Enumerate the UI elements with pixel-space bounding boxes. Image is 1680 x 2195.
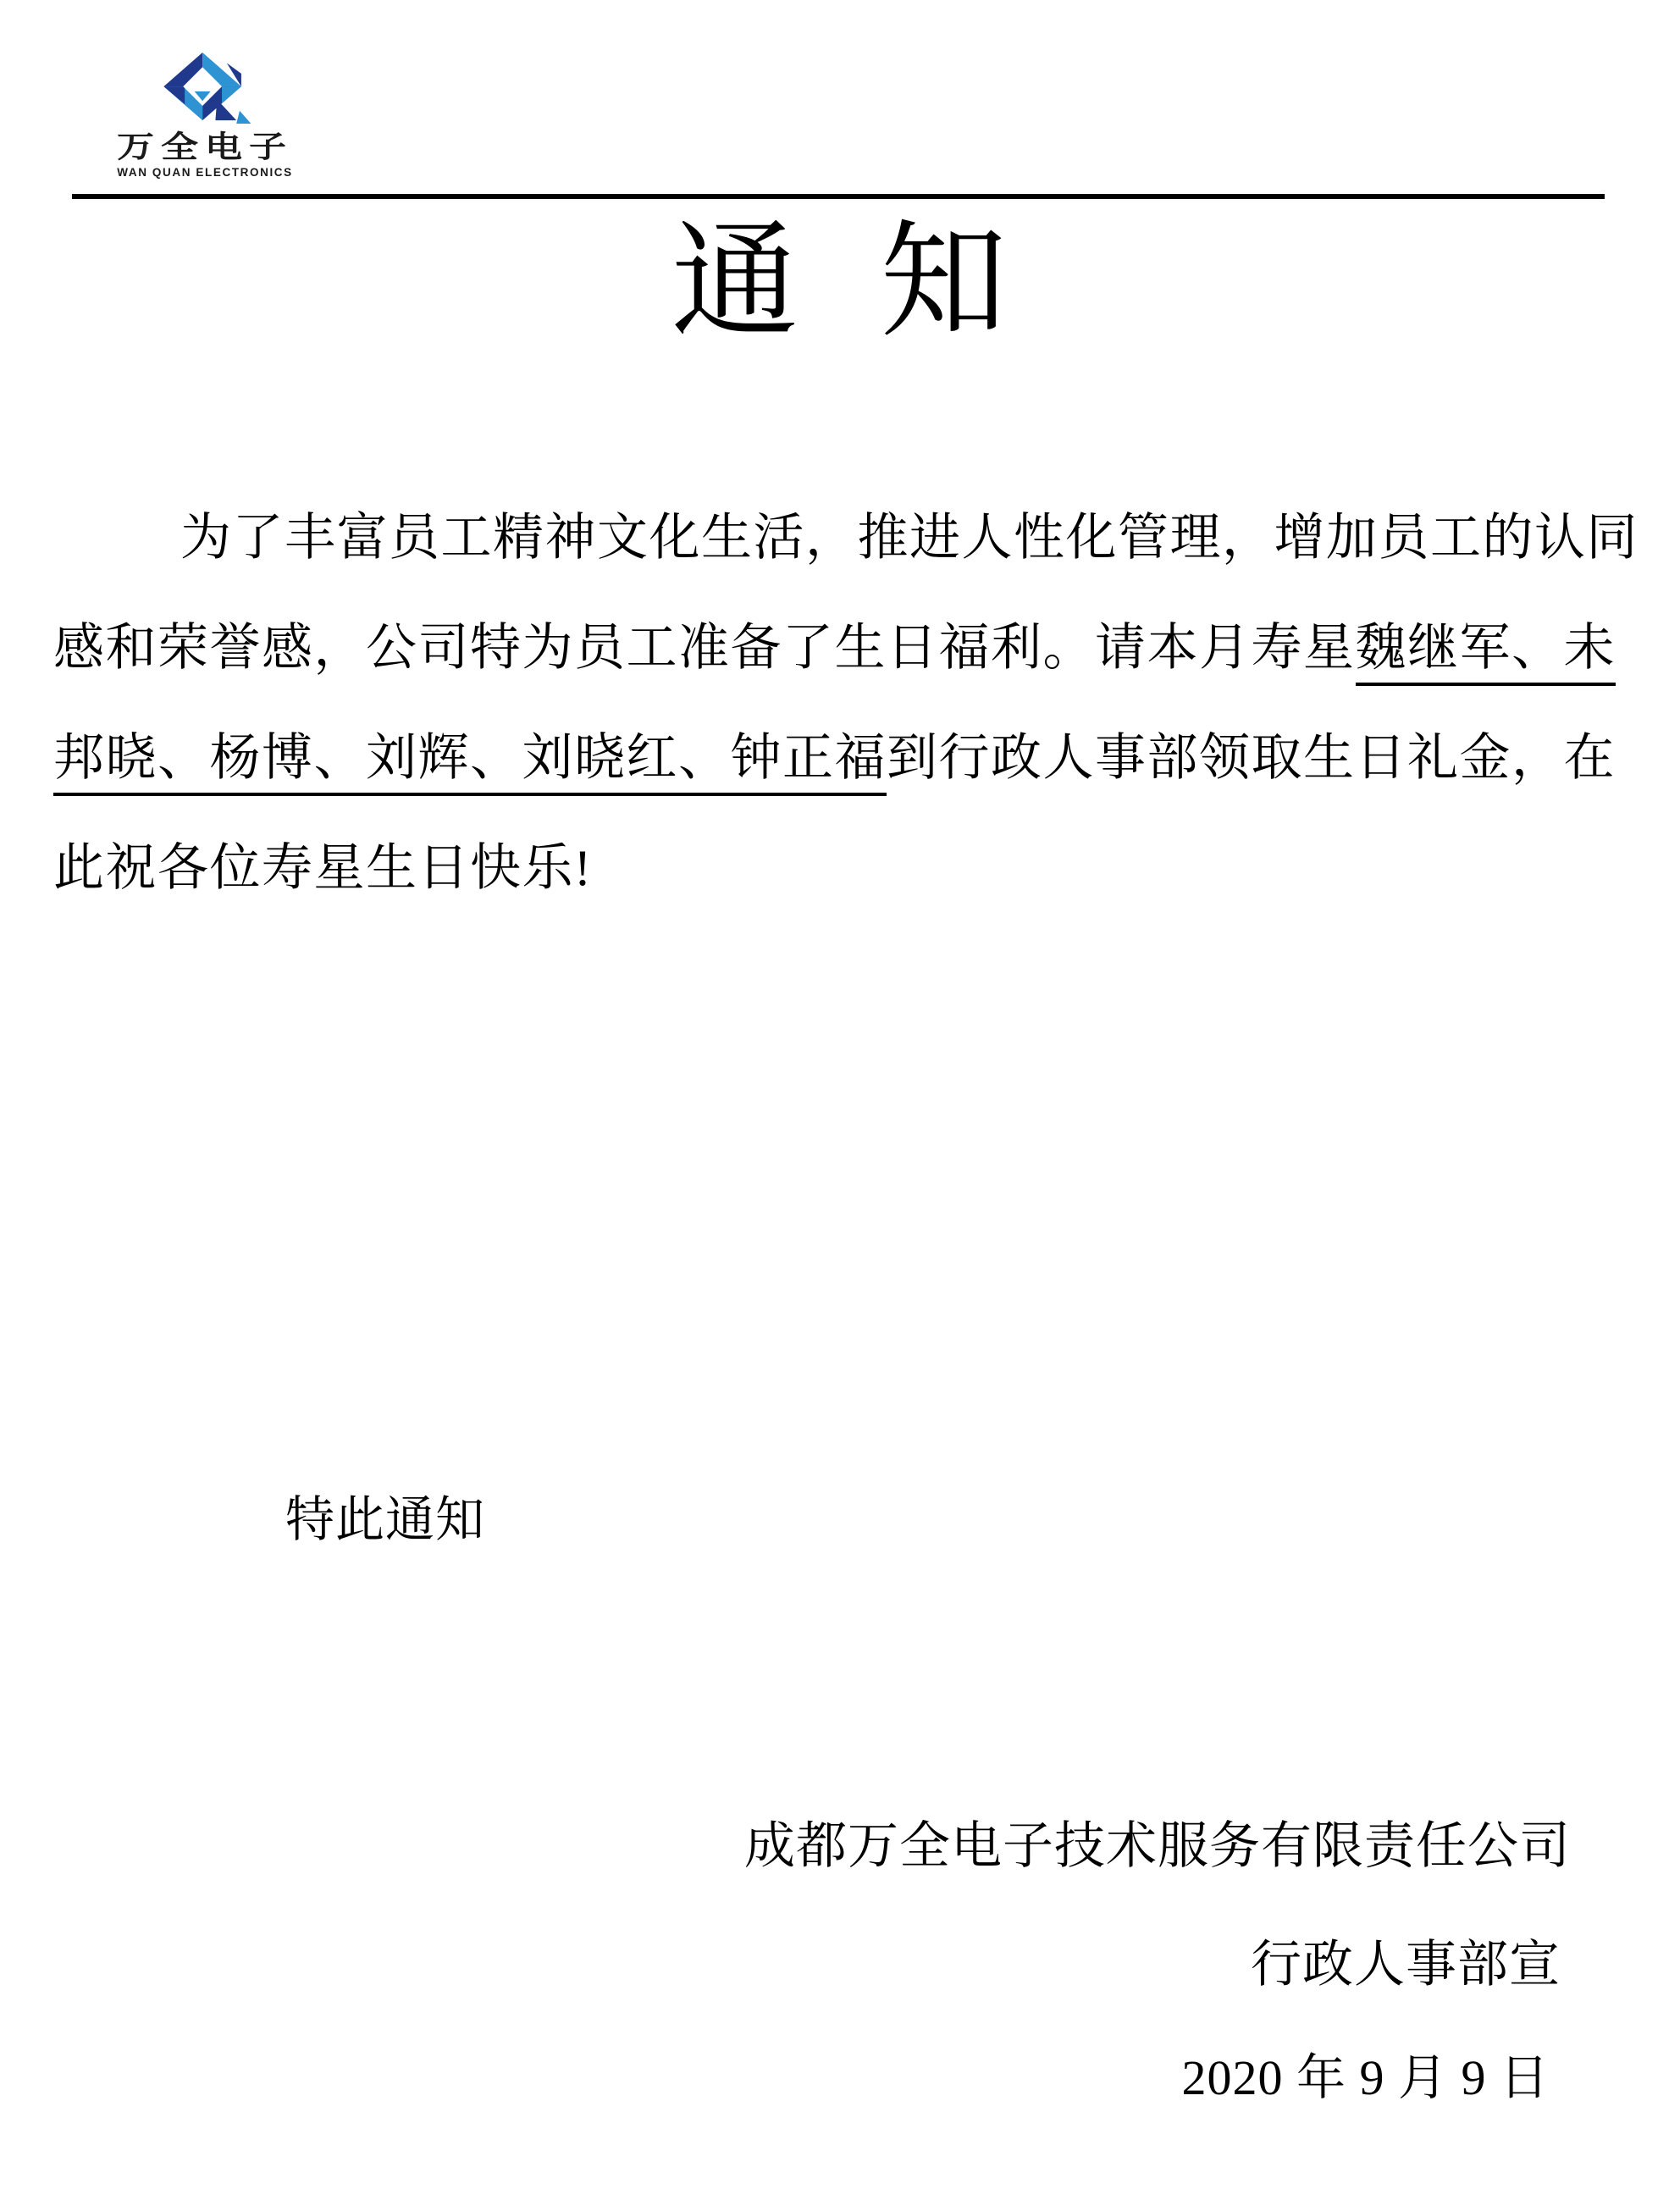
company-logo-subtitle: WAN QUAN ELECTRONICS: [117, 166, 293, 179]
company-logo-gem-icon: [152, 49, 257, 127]
body-line-3: [53, 703, 1617, 813]
company-logo: [100, 49, 310, 179]
body-line-1: [53, 483, 1639, 593]
signature-date: 2020 年 9 月 9 日: [1181, 2050, 1550, 2105]
body-line-4-text: 此祝各位寿星生日快乐!: [53, 840, 593, 896]
body-line-2-text: 感和荣誉感，公司特为员工准备了生日福利。请本月寿星: [53, 620, 1356, 676]
body-line-3-text: 到行政人事部领取生日礼金，在: [887, 730, 1616, 786]
company-logo-name: 万全电子: [117, 130, 293, 164]
body-line-1-text: 为了丰富员工精神文化生活，推进人性化管理，增加员工的认同: [180, 510, 1639, 566]
body-line-2: [53, 593, 1617, 703]
signature-company: 成都万全电子技术服务有限责任公司: [744, 1818, 1571, 1874]
underlined-birthday-names-2: 邦晓、杨博、刘辉、刘晓红、钟正福: [53, 730, 887, 796]
notice-body: [53, 483, 1639, 923]
page-title: 通 知: [671, 213, 1009, 353]
signature-department: 行政人事部宣: [1251, 1937, 1561, 1993]
closing-note: 特此通知: [285, 1492, 486, 1547]
header-divider: [72, 194, 1605, 199]
body-line-4: [53, 813, 1617, 923]
underlined-birthday-names-1: 魏继军、未: [1356, 620, 1616, 686]
